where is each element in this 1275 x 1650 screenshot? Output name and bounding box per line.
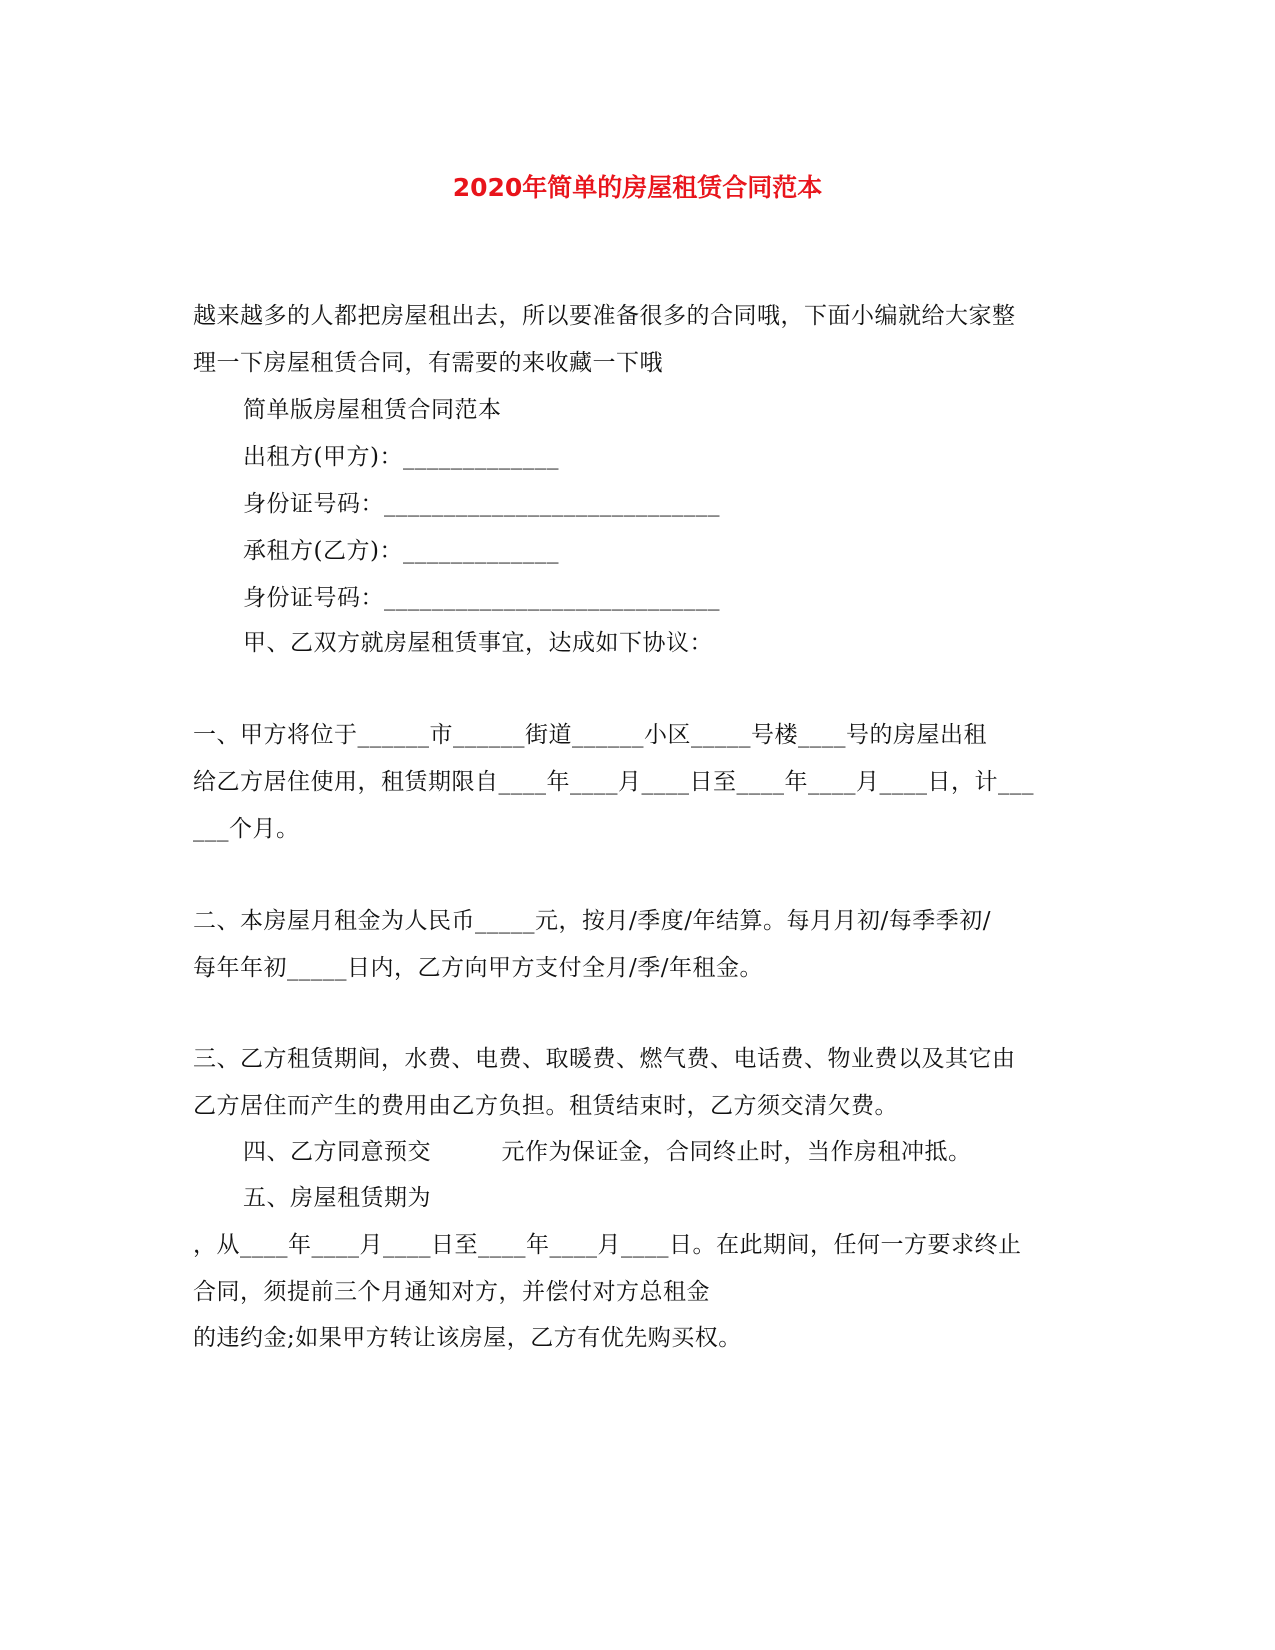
- clause-3-line-2: 乙方居住而产生的费用由乙方负担。租赁结束时，乙方须交清欠费。: [193, 1093, 898, 1119]
- clause-1-line-1: 一、甲方将位于______市______街道______小区_____号楼____号的房屋出租: [193, 722, 987, 748]
- lessee-id-line: 身份证号码：____________________________: [243, 585, 720, 611]
- intro-line-1: 越来越多的人都把房屋租出去，所以要准备很多的合同哦，下面小编就给大家整: [193, 303, 1016, 329]
- clause-5-line-3: 的违约金;如果甲方转让该房屋，乙方有优先购买权。: [193, 1325, 742, 1351]
- intro-line-2: 理一下房屋租赁合同，有需要的来收藏一下哦: [193, 350, 663, 376]
- clause-1-line-2: 给乙方居住使用，租赁期限自____年____月____日至____年____月____日，计___: [193, 769, 1034, 795]
- clause-1-line-3: ___个月。: [193, 816, 300, 842]
- lessee-line: 承租方(乙方)：_____________: [243, 538, 559, 564]
- lessor-line: 出租方(甲方)：_____________: [243, 444, 559, 470]
- clause-2-line-1: 二、本房屋月租金为人民币_____元，按月/季度/年结算。每月月初/每季季初/: [193, 908, 991, 934]
- agreement-line: 甲、乙双方就房屋租赁事宜，达成如下协议：: [243, 630, 713, 656]
- document-title: 2020年简单的房屋租赁合同范本: [452, 173, 823, 202]
- clause-4-line: 四、乙方同意预交 元作为保证金，合同终止时，当作房租冲抵。: [243, 1139, 972, 1165]
- clause-2-line-2: 每年年初_____日内，乙方向甲方支付全月/季/年租金。: [193, 955, 763, 981]
- clause-5-heading: 五、房屋租赁期为: [243, 1185, 431, 1211]
- subtitle-line: 简单版房屋租赁合同范本: [243, 397, 502, 423]
- clause-3-line-1: 三、乙方租赁期间，水费、电费、取暖费、燃气费、电话费、物业费以及其它由: [193, 1046, 1016, 1072]
- clause-5-line-1: ，从____年____月____日至____年____月____日。在此期间，任何一方要求终止: [193, 1232, 1022, 1258]
- clause-5-line-2: 合同，须提前三个月通知对方，并偿付对方总租金: [193, 1279, 710, 1305]
- lessor-id-line: 身份证号码：____________________________: [243, 491, 720, 517]
